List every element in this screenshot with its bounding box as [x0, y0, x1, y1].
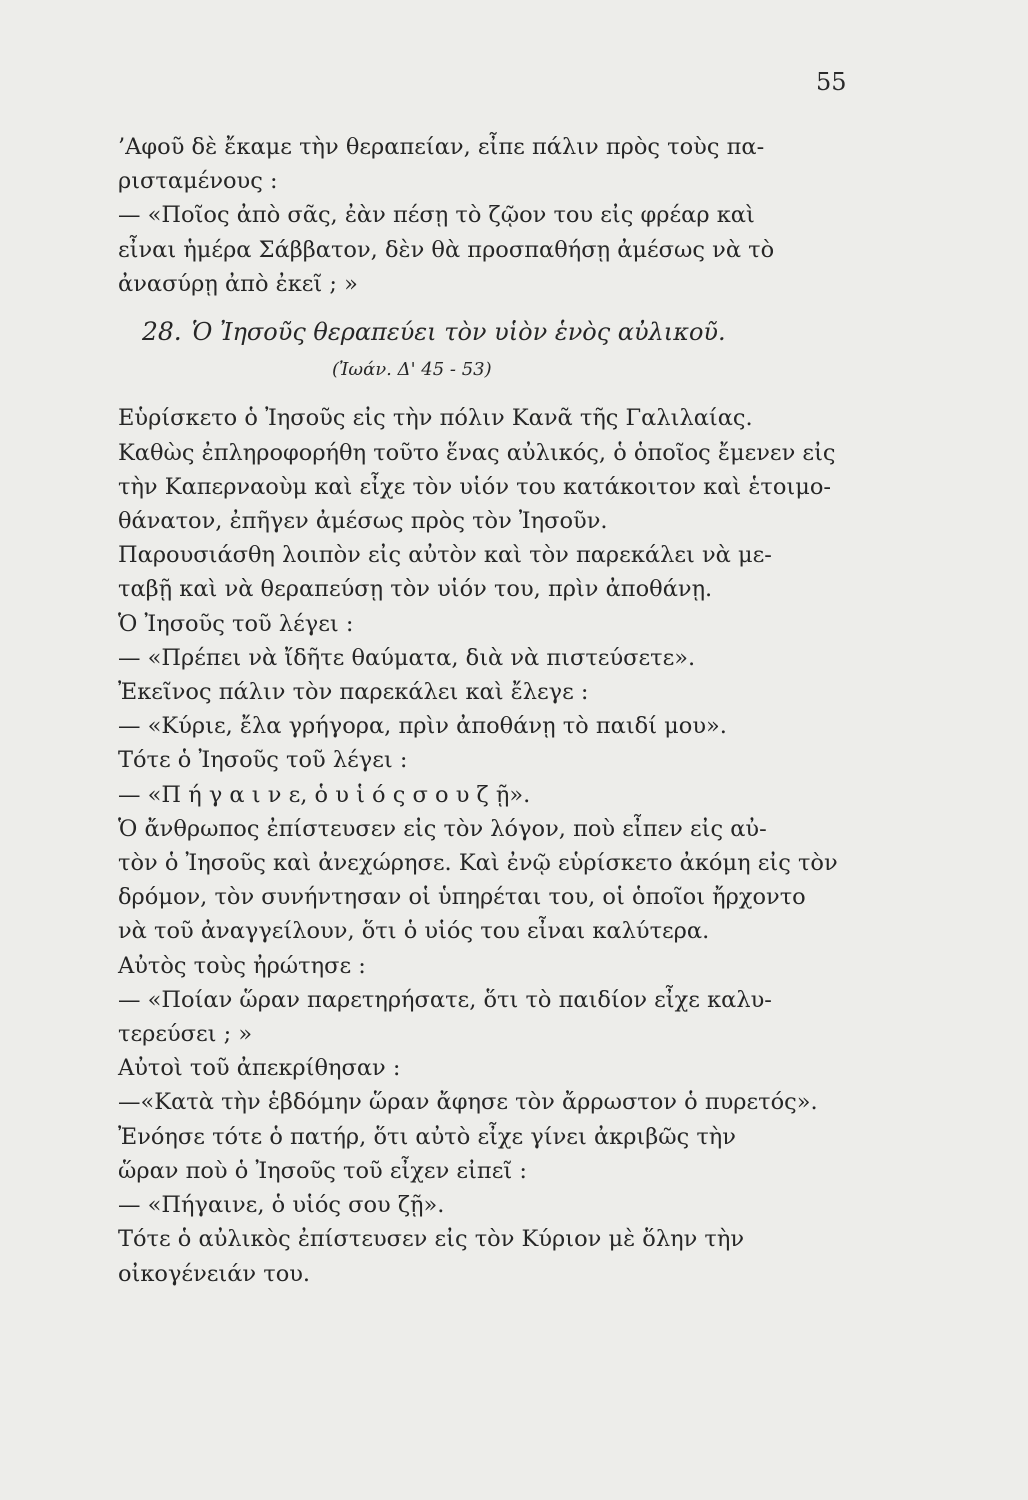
body-line: ταβῇ καὶ νὰ θεραπεύσῃ τὸν υἱόν του, πρὶν ἀποθάνῃ. — [118, 576, 713, 603]
body-line: ὥραν ποὺ ὁ Ἰησοῦς τοῦ εἶχεν εἰπεῖ : — [118, 1157, 527, 1184]
page-number: 55 — [816, 68, 847, 96]
body-line: οἰκογένειάν του. — [118, 1260, 311, 1287]
body-line: — «Κύριε, ἔλα γρήγορα, πρὶν ἀποθάνῃ τὸ παιδί μου». — [118, 713, 727, 740]
section-heading — [142, 315, 888, 349]
body-line: δρόμον, τὸν συνήντησαν οἱ ὑπηρέται του, οἱ ὁποῖοι ἤρχοντο — [118, 884, 806, 911]
body-line: Ἐνόησε τότε ὁ πατήρ, ὅτι αὐτὸ εἶχε γίνει ἀκριβῶς τὴν — [118, 1123, 736, 1150]
body-line: τερεύσει ; » — [118, 1021, 253, 1048]
body-line: — «Πήγαινε, ὁ υἱός σου ζῇ». — [118, 1192, 445, 1219]
section-title: Ὁ Ἰησοῦς θεραπεύει τὸν υἱὸν ἑνὸς αὐλικοῦ. — [191, 318, 726, 347]
text-line: ’Αφοῦ δὲ ἔκαμε τὴν θεραπείαν, εἶπε πάλιν πρὸς τοὺς πα- — [118, 134, 765, 160]
body-line: —«Κατὰ τὴν ἑβδόμην ὥραν ἄφησε τὸν ἄρρωστον ὁ πυρετός». — [118, 1089, 818, 1116]
text-line: — «Ποῖος ἀπὸ σᾶς, ἐὰν πέσῃ τὸ ζῷον του εἰς φρέαρ καὶ — [118, 202, 755, 229]
text-line: εἶναι ἡμέρα Σάββατον, δὲν θὰ προσπαθήσῃ ἀμέσως νὰ τὸ — [118, 236, 775, 263]
body-line: Τότε ὁ αὐλικὸς ἐπίστευσεν εἰς τὸν Κύριον μὲ ὅλην τὴν — [118, 1226, 745, 1253]
body-line: Καθὼς ἐπληροφορήθη τοῦτο ἕνας αὐλικός, ὁ ὁποῖος ἔμενεν εἰς — [118, 439, 836, 466]
body-line: Ὁ Ἰησοῦς τοῦ λέγει : — [118, 610, 354, 637]
text-block — [118, 130, 888, 1291]
body-line: τὸν ὁ Ἰησοῦς καὶ ἀνεχώρησε. Καὶ ἐνῷ εὑρίσκετο ἀκόμη εἰς τὸν — [118, 850, 838, 877]
body-line: — «Ποίαν ὥραν παρετηρήσατε, ὅτι τὸ παιδίον εἶχε καλυ- — [118, 986, 772, 1013]
body-line: Εὑρίσκετο ὁ Ἰησοῦς εἰς τὴν πόλιν Κανᾶ τῆς Γαλιλαίας. — [118, 405, 753, 432]
text-line: ἀνασύρῃ ἀπὸ ἐκεῖ ; » — [118, 270, 358, 297]
body-line: Αὐτοὶ τοῦ ἀπεκρίθησαν : — [118, 1055, 401, 1082]
body-line: Ἐκεῖνος πάλιν τὸν παρεκάλει καὶ ἔλεγε : — [118, 679, 589, 706]
body-line: Ὁ ἄνθρωπος ἐπίστευσεν εἰς τὸν λόγον, ποὺ εἶπεν εἰς αὐ- — [118, 815, 767, 842]
body-line: νὰ τοῦ ἀναγγείλουν, ὅτι ὁ υἱός του εἶναι καλύτερα. — [118, 918, 710, 945]
body-line: Τότε ὁ Ἰησοῦς τοῦ λέγει : — [118, 747, 408, 774]
body-line: Αὐτὸς τοὺς ἠρώτησε : — [118, 952, 366, 979]
body-line: — «Π ή γ α ι ν ε, ὁ υ ἱ ό ς σ ο υ ζ ῇ». — [118, 781, 531, 808]
body-line: — «Πρέπει νὰ ἴδῆτε θαύματα, διὰ νὰ πιστεύσετε». — [118, 644, 696, 671]
text-line: ρισταμένους : — [118, 168, 278, 195]
section-number: 28. — [142, 317, 182, 347]
body-line: τὴν Καπερναοὺμ καὶ εἶχε τὸν υἱόν του κατάκοιτον καὶ ἑτοιμο- — [118, 473, 832, 500]
section-reference: (Ἰωάν. Δ' 45 - 53) — [332, 359, 492, 381]
body-line: θάνατον, ἐπῆγεν ἀμέσως πρὸς τὸν Ἰησοῦν. — [118, 508, 608, 535]
body-line: Παρουσιάσθη λοιπὸν εἰς αὐτὸν καὶ τὸν παρεκάλει νὰ με- — [118, 542, 772, 569]
